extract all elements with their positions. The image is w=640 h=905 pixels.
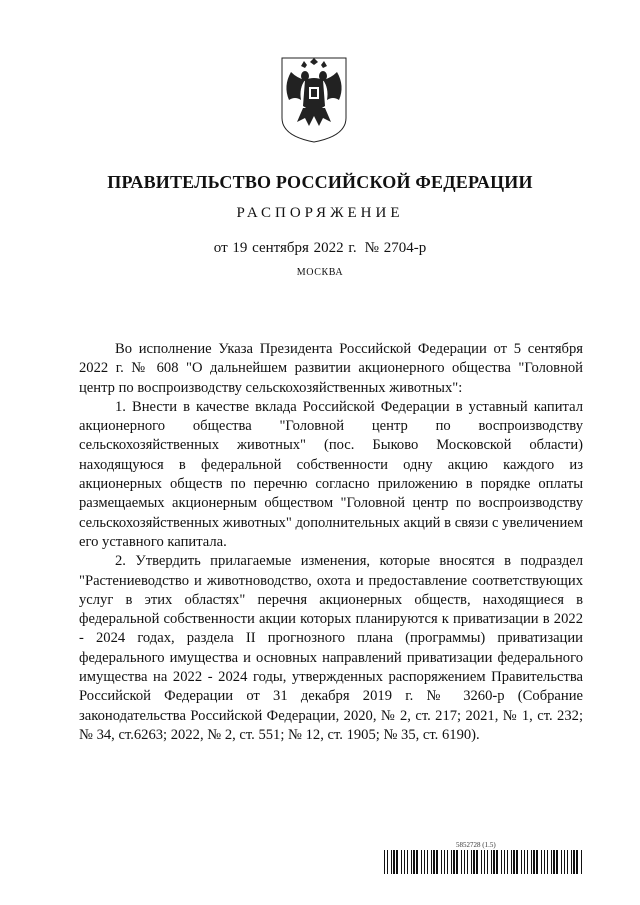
document-body xyxy=(79,340,583,745)
document-number: № 2704-р xyxy=(364,240,427,256)
coat-of-arms-emblem xyxy=(279,56,349,144)
government-title: ПРАВИТЕЛЬСТВО РОССИЙСКОЙ ФЕДЕРАЦИИ xyxy=(107,172,533,192)
city: МОСКВА xyxy=(296,267,344,278)
date-line xyxy=(0,240,640,257)
paragraph-item-1: 1. Внести в качестве вклада Российской Федерации в уставный капитал акционерного общества "Головной центр по воспроизводству сельскохозяйственных животных" (пос. Быково Московской области) находящуюся в федеральной собственности одну акцию каждого из акционерных обществ по перечню согласно приложению в порядке оплаты размещаемых акционерным обществом "Головной центр по воспроизводству сельскохозяйственных животных" дополнительных акций в связи с увеличением его уставного капитала. xyxy=(79,398,583,550)
document-type: РАСПОРЯЖЕНИЕ xyxy=(236,205,404,221)
paragraph-preamble: Во исполнение Указа Президента Российской Федерации от 5 сентября 2022 г. № 608 "О дальнейшем развитии акционерного общества "Головной центр по воспроизводству сельскохозяйственных животных": xyxy=(79,341,583,396)
barcode-number: 5852728 (1.5) xyxy=(456,841,496,849)
barcode-image xyxy=(384,850,586,874)
paragraph-item-2: 2. Утвердить прилагаемые изменения, которые вносятся в подраздел "Растениеводство и животноводство, охота и предоставление соответствующих услуг в этих областях" перечня акционерных обществ, находящиеся в федеральной собственности акции которых планируются к приватизации в 2022 - 2024 годах, раздела II прогнозного плана (программы) приватизации федерального имущества и основных направлений приватизации федерального имущества на 2022 - 2024 годы, утвержденных распоряжением Правительства Российской Федерации от 31 декабря 2019 г. № 3260-р (Собрание законодательства Российской Федерации, 2020, № 2, ст. 217; 2021, № 1, ст. 232; № 34, ст.6263; 2022, № 2, ст. 551; № 12, ст. 1905; № 35, ст. 6190). xyxy=(79,553,583,743)
document-date: от 19 сентября 2022 г. xyxy=(213,240,357,256)
